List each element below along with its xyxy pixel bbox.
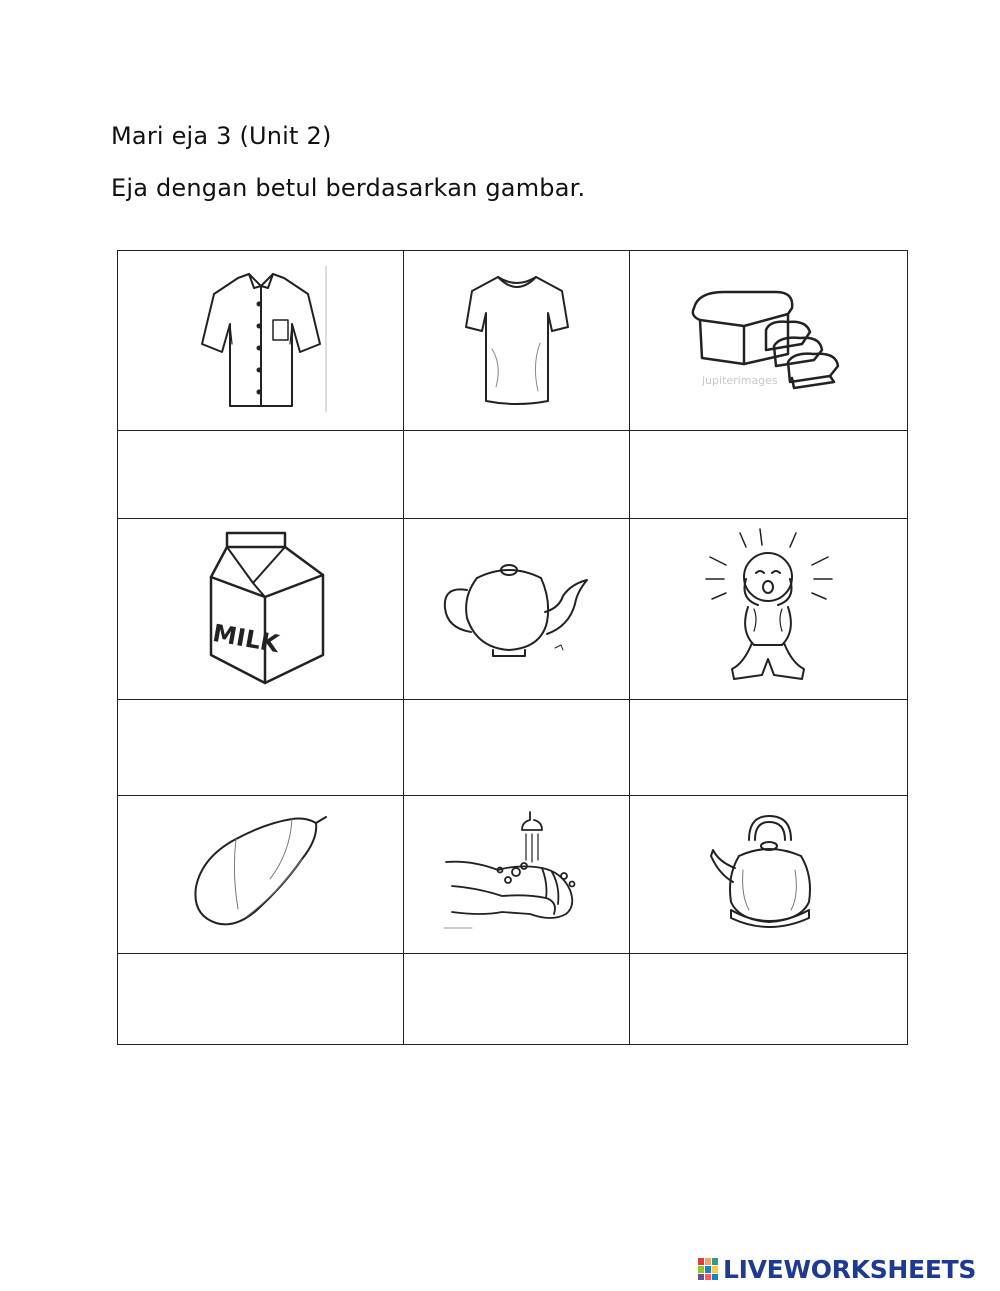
- picture-cell: [404, 796, 630, 954]
- picture-cell: [404, 519, 630, 700]
- picture-row: [118, 519, 908, 700]
- spelling-grid: [117, 250, 908, 1045]
- answer-row: [118, 954, 908, 1045]
- answer-row: [118, 700, 908, 796]
- picture-cell: [404, 251, 630, 431]
- teapot-icon: [437, 552, 597, 662]
- answer-input[interactable]: [630, 431, 907, 518]
- liveworksheets-logo-text: LIVEWORKSHEETS: [723, 1254, 977, 1284]
- answer-cell[interactable]: [118, 431, 404, 519]
- picture-cell: [118, 251, 404, 431]
- washing-hands-icon: [442, 810, 592, 935]
- picture-row: [118, 251, 908, 431]
- milk-label: MILK: [210, 619, 281, 659]
- answer-cell[interactable]: [630, 954, 908, 1045]
- answer-input[interactable]: [404, 700, 629, 795]
- liveworksheets-logo[interactable]: [697, 1254, 976, 1284]
- answer-cell[interactable]: [118, 700, 404, 796]
- picture-cell: [630, 251, 908, 431]
- answer-input[interactable]: [118, 700, 403, 795]
- papaya-icon: [186, 813, 336, 933]
- answer-cell[interactable]: [404, 700, 630, 796]
- picture-cell: [118, 519, 404, 700]
- answer-input[interactable]: [404, 431, 629, 518]
- answer-cell[interactable]: [118, 954, 404, 1045]
- picture-cell: [630, 796, 908, 954]
- answer-input[interactable]: [118, 431, 403, 518]
- crying-baby-icon: [704, 527, 834, 687]
- tshirt-icon: [462, 269, 572, 409]
- shirt-icon: [186, 264, 336, 414]
- answer-cell[interactable]: [404, 431, 630, 519]
- picture-cell: [118, 796, 404, 954]
- answer-input[interactable]: [630, 700, 907, 795]
- answer-cell[interactable]: [404, 954, 630, 1045]
- answer-input[interactable]: [404, 954, 629, 1044]
- picture-row: [118, 796, 908, 954]
- answer-cell[interactable]: [630, 700, 908, 796]
- worksheet-instruction: Eja dengan betul berdasarkan gambar.: [111, 174, 586, 202]
- answer-row: [118, 431, 908, 519]
- kettle-icon: [709, 810, 829, 935]
- bread-icon: [684, 284, 854, 394]
- svg-text:jupiterimages: jupiterimages: [701, 373, 778, 387]
- worksheet-title: Mari eja 3 (Unit 2): [111, 122, 332, 150]
- picture-cell: [630, 519, 908, 700]
- milk-carton-icon: [191, 527, 331, 687]
- answer-input[interactable]: [118, 954, 403, 1044]
- liveworksheets-logo-icon: [697, 1257, 719, 1281]
- answer-input[interactable]: [630, 954, 907, 1044]
- answer-cell[interactable]: [630, 431, 908, 519]
